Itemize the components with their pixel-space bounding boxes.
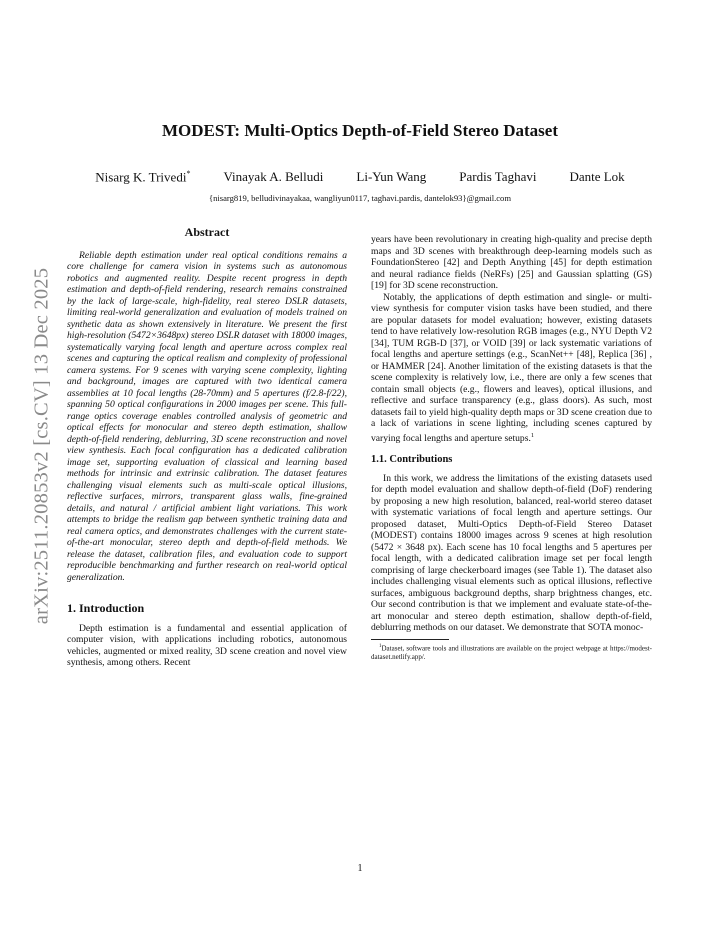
author: Nisarg K. Trivedi* <box>95 169 191 185</box>
introduction-heading: 1. Introduction <box>67 601 145 615</box>
author-list <box>60 169 660 185</box>
author: Li-Yun Wang <box>356 169 427 184</box>
body-paragraph: years have been revolutionary in creating high-quality and precise depth maps and 3D scenes with breakthrough deep-learning models such as FoundationStereo [42] and Depth Anything [45] for depth estimation and neural radiance fields (NeRFs) [25] and Gaussian splatting (GS) [19] for 3D scene reconstruction. <box>371 234 652 291</box>
footnote: $^1$Dataset, software tools and illustrations are available on the project webpage at https://modest-dataset.netlify.app/. <box>371 643 652 661</box>
author: Pardis Taghavi <box>459 169 537 184</box>
body-paragraph: In this work, we address the limitations of the existing datasets used for depth model evaluation and shallow depth-of-field (DoF) rendering by proposing a new high resolution, balanced, real-world stereo dataset with systematic variations of focal length and aperture settings. Our proposed dataset, Multi-Optics Depth-of-Field Stereo Dataset (MODEST) contains 18000 images across 9 scenes at high resolution (5472 × 3648 px). Each scene has 10 focal lengths and 5 apertures per focal length, with a dedicated calibration image set per focal length comprising of large checkerboard images (see Table 1). The dataset also includes challenging visual elements such as optical illusions, reflective surfaces, ambiguous background depths, sharp brightness changes, etc. Our second contribution is that we implement and evaluate state-of-the-art monocular and stereo depth estimation, shallow depth-of-field, deblurring methods on our dataset. We demonstrate that SOTA monoc- <box>371 472 652 634</box>
abstract-text: Reliable depth estimation under real optical conditions remains a core challenge for camera vision in systems such as autonomous robotics and augmented reality. Despite recent progress in depth estimation and depth-of-field rendering, research remains constrained by the lack of large-scale, high-fidelity, real stereo DSLR datasets, limiting real-world generalization and evaluation of models trained on synthetic data as shown extensively in literature. We present the first high-resolution (5472×3648px) stereo DSLR dataset with 18000 images, systematically varying focal length and aperture across complex real scenes and capturing the optical realism and complexity of professional camera systems. For 9 scenes with varying scene complexity, lighting and background, images are captured with two identical camera assemblies at 10 focal lengths (28-70mm) and 5 apertures (f/2.8-f/22), spanning 50 optical configurations in 2000 images per scene. This full-range optics coverage enables controlled analysis of geometric and optical effects for monocular and stereo depth estimation, shallow depth-of-field rendering, deblurring, 3D scene reconstruction and novel view synthesis. Each focal configuration has a dedicated calibration image set, supporting evaluation of classical and learning based methods for intrinsic and extrinsic calibration. The dataset features challenging visual elements such as multi-scale optical illusions, reflective surfaces, mirrors, transparent glass walls, fine-grained details, and natural / artificial ambient light variations. This work attempts to bridge the realism gap between synthetic training data and real camera optics, and demonstrates challenges with the current state-of-the-art monocular, stereo depth and depth-of-field methods. We release the dataset, calibration files, and evaluation code to support reproducible benchmarking and further research on real-world optical generalization. <box>67 249 347 583</box>
footnote-divider <box>371 639 449 640</box>
abstract-heading: Abstract <box>184 225 230 239</box>
right-column <box>371 234 652 661</box>
intro-paragraph: Depth estimation is a fundamental and essential application of computer vision, with applications including robotics, autonomous vehicles, augmented or mixed reality, 3D scene creation and novel view synthesis, among others. Recent <box>67 622 347 668</box>
arxiv-stamp <box>22 246 62 646</box>
author-emails: {nisarg819, belludivinayakaa, wangliyun0117, taghavi.pardis, dantelok93}@gmail.com <box>208 193 512 203</box>
page-number: 1 <box>357 863 363 874</box>
arxiv-stamp-text: arXiv:2511.20853v2 [cs.CV] 13 Dec 2025 <box>30 267 53 625</box>
paper-title: MODEST: Multi-Optics Depth-of-Field Stereo Dataset <box>162 121 558 140</box>
author: Vinayak A. Belludi <box>223 169 324 184</box>
footnote-ref: 1 <box>530 431 535 439</box>
contributions-heading: 1.1. Contributions <box>371 454 453 466</box>
author: Dante Lok <box>569 169 625 184</box>
left-column <box>67 227 347 669</box>
body-paragraph: Notably, the applications of depth estimation and single- or multi-view synthesis for computer vision tasks have been studied, and there are popular datasets for model evaluation; however, existing datasets tend to have relatively low-resolution RGB images (e.g., NYU Depth V2 [34], TUM RGB-D [37], or VOID [39] or lack systematic variations of focal lengths and aperture settings (e.g., ScanNet++ [48], Replica [36] , or HAMMER [24]. Another limitation of the existing datasets is that the scene complexity is relatively low, i.e., there are only a few scenes that contain small objects (e.g., flowers and leaves), optical illusions, and reflective and surface transparency (e.g., glass doors). As such, most datasets fail to yield high-quality depth maps or 3D scene creation due to a lack of variations in scene lighting, including scenes captured by varying focal lengths and aperture setups.$^1$ <box>371 291 652 444</box>
